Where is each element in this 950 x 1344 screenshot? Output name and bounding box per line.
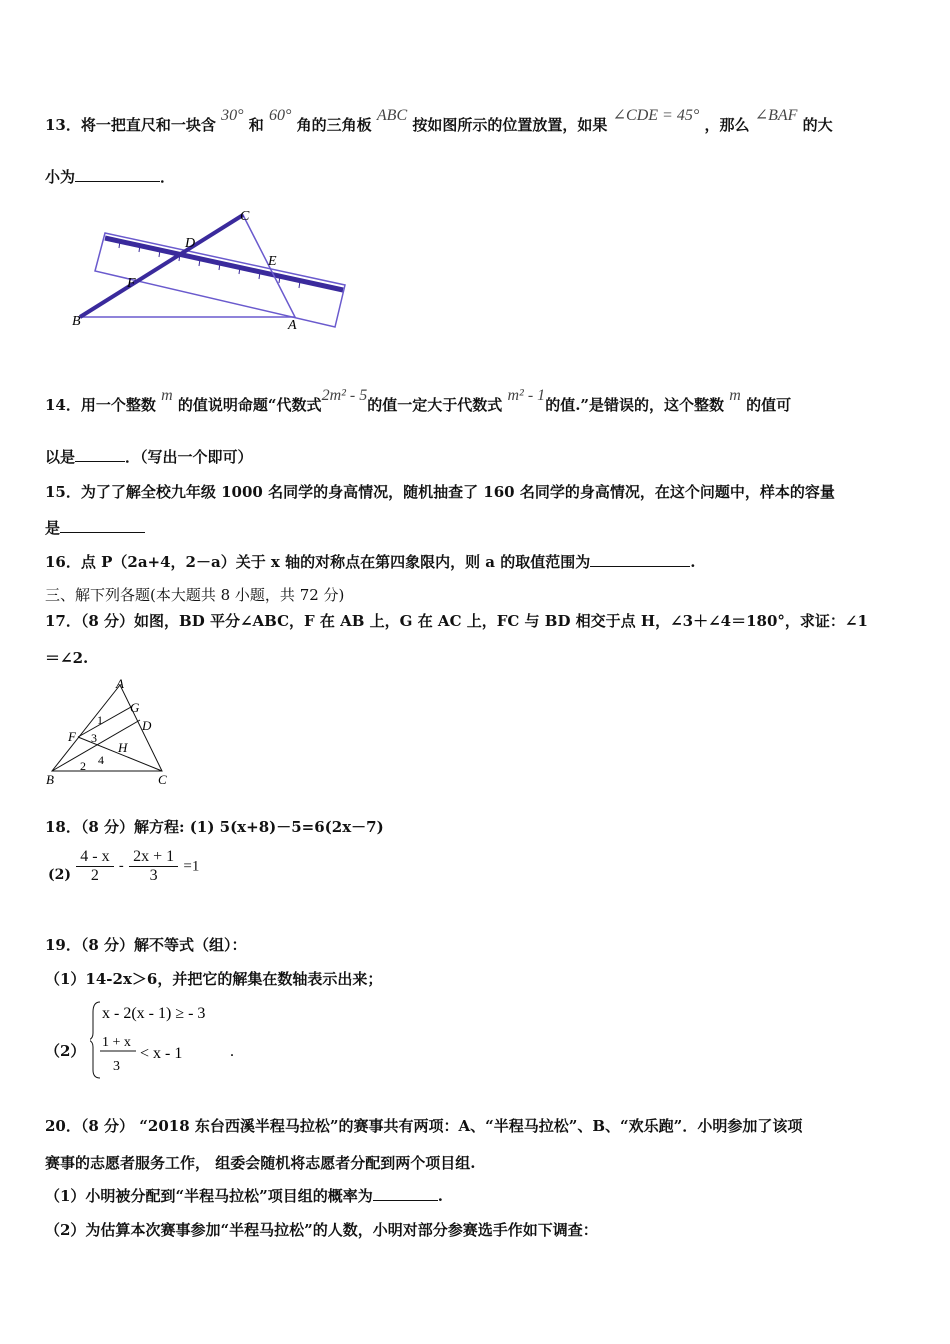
q14-text: ．（写出一个即可） [125,448,253,466]
label-d: D [185,236,196,251]
math-angle-cde: ∠CDE = 45° [612,107,700,124]
angle-label-1: 1 [97,713,103,727]
label-b: B [72,314,81,329]
label-c: C [158,772,167,787]
label-e: E [268,254,277,269]
answer-blank [60,518,145,533]
equals-one: =1 [183,858,200,875]
q14-text: 的值.”是错误的，这个整数 [545,396,725,414]
ruler-triangle-figure [60,205,360,335]
math-m: m [161,387,173,404]
inequality-2: < x - 1 [140,1045,183,1062]
inequality-1: x - 2(x - 1) ≥ - 3 [102,1005,206,1022]
segment-fg [78,707,131,737]
q20-text: （1）小明被分配到“半程马拉松”项目组的概率为 [45,1187,373,1205]
answer-blank [75,167,160,182]
q14-text: 的值可 [746,396,792,414]
q14-line2 [45,446,253,467]
q18-part2-label: (2) [48,866,71,883]
q14-text: 用一个整数 [80,396,156,414]
q19-line1: 19．（8 分）解不等式（组）： [45,936,247,954]
math-30deg: 30° [221,107,244,124]
q15-text: 是 [45,519,61,537]
angle-label-2: 2 [80,759,86,773]
label-c: C [240,209,250,224]
q17-line1: 17．（8 分）如图，BD 平分∠ABC，F 在 AB 上，G 在 AC 上，FC 与 BD 相交于点 H，∠3＋∠4＝180°，求证：∠1 [45,612,868,630]
fraction-numerator: 1 + x [102,1035,131,1050]
q13-line2 [45,166,175,187]
q13-number: 13． [45,116,81,134]
answer-blank [75,447,125,462]
q19-line2: （1）14-2x＞6，并把它的解集在数轴表示出来； [45,970,383,988]
fraction-denominator: 2 [90,867,99,884]
q13-line1 [45,107,833,135]
fraction-numerator: 4 - x [76,848,113,867]
q13-text: 小为 [45,168,76,186]
triangle-edge-bc [80,215,243,317]
triangle-outline [80,215,295,317]
label-f: F [68,729,76,744]
left-brace [90,1002,100,1078]
q18-line1: 18．（8 分）解方程: (1) 5(x+8)－5=6(2x－7) [45,818,384,836]
q14-text: 的值说明命题“代数式 [177,396,322,414]
q18-part2 [48,848,199,885]
q14-text: 以是 [45,448,76,466]
math-m: m [729,387,741,404]
q20-line4: （2）为估算本次赛事参加“半程马拉松”的人数，小明对部分参赛选手作如下调查： [45,1221,598,1239]
label-g: G [130,700,140,715]
math-expr-2m2-5: 2m² - 5 [321,387,368,404]
math-abc: ABC [376,107,408,124]
q13-text: 的大 [802,116,833,134]
q17-line2: ＝∠2. [45,649,89,667]
q16-text: 16．点 P（2a+4，2－a）关于 x 轴的对称点在第四象限内，则 a 的取值范围为 [45,553,591,571]
q14-line1 [45,387,792,415]
q20-line2: 赛事的志愿者服务工作， 组委会随机将志愿者分配到两个项目组. [45,1154,476,1172]
label-d: D [142,718,152,733]
q14-number: 14． [45,396,81,414]
label-a: A [116,676,124,691]
fraction-numerator: 2x + 1 [129,848,178,867]
section-heading: 三、解下列各题(本大题共 8 小题，共 72 分) [45,586,345,604]
fraction-2x-1-over-3 [129,848,178,885]
label-h: H [118,740,128,755]
q19-part2-label: （2） [45,1042,86,1060]
q13-text: ，那么 [704,116,750,134]
q13-text: 将一把直尺和一块含 [80,116,216,134]
q14-text: 的值一定大于代数式 [367,396,503,414]
answer-blank [590,552,690,567]
q20-text: . [437,1187,443,1205]
math-60deg: 60° [269,107,292,124]
q16-text: . [690,553,696,571]
period: . [230,1043,234,1060]
angle-label-3: 3 [91,731,97,745]
triangle-abc-figure [42,675,182,790]
minus-sign: - [118,856,124,875]
q20-line1: 20．（8 分） “2018 东台西溪半程马拉松”的赛事共有两项：A、“半程马拉松”、B、“欢乐跑”．小明参加了该项 [45,1117,803,1135]
label-b: B [46,772,54,787]
q13-text: 角的三角板 [296,116,372,134]
q13-text: 和 [248,116,264,134]
q20-line3 [45,1185,443,1206]
label-a: A [288,318,297,333]
q13-text: ． [160,168,176,186]
angle-label-4: 4 [98,753,104,767]
inequality-system [90,998,240,1083]
fraction-4-x-over-2 [76,848,113,885]
answer-blank [373,1186,438,1201]
q15-line1: 15．为了了解全校九年级 1000 名同学的身高情况，随机抽查了 160 名同学的身高情况，在这个问题中，样本的容量 [45,483,835,501]
q13-text: 按如图所示的位置放置，如果 [412,116,608,134]
fraction-denominator: 3 [113,1059,120,1074]
fraction-denominator: 3 [149,867,158,884]
q16-line [45,551,695,572]
label-f: F [127,276,136,291]
math-angle-baf: ∠BAF [754,107,798,124]
q15-line2 [45,517,145,538]
math-expr-m2-1: m² - 1 [507,387,546,404]
